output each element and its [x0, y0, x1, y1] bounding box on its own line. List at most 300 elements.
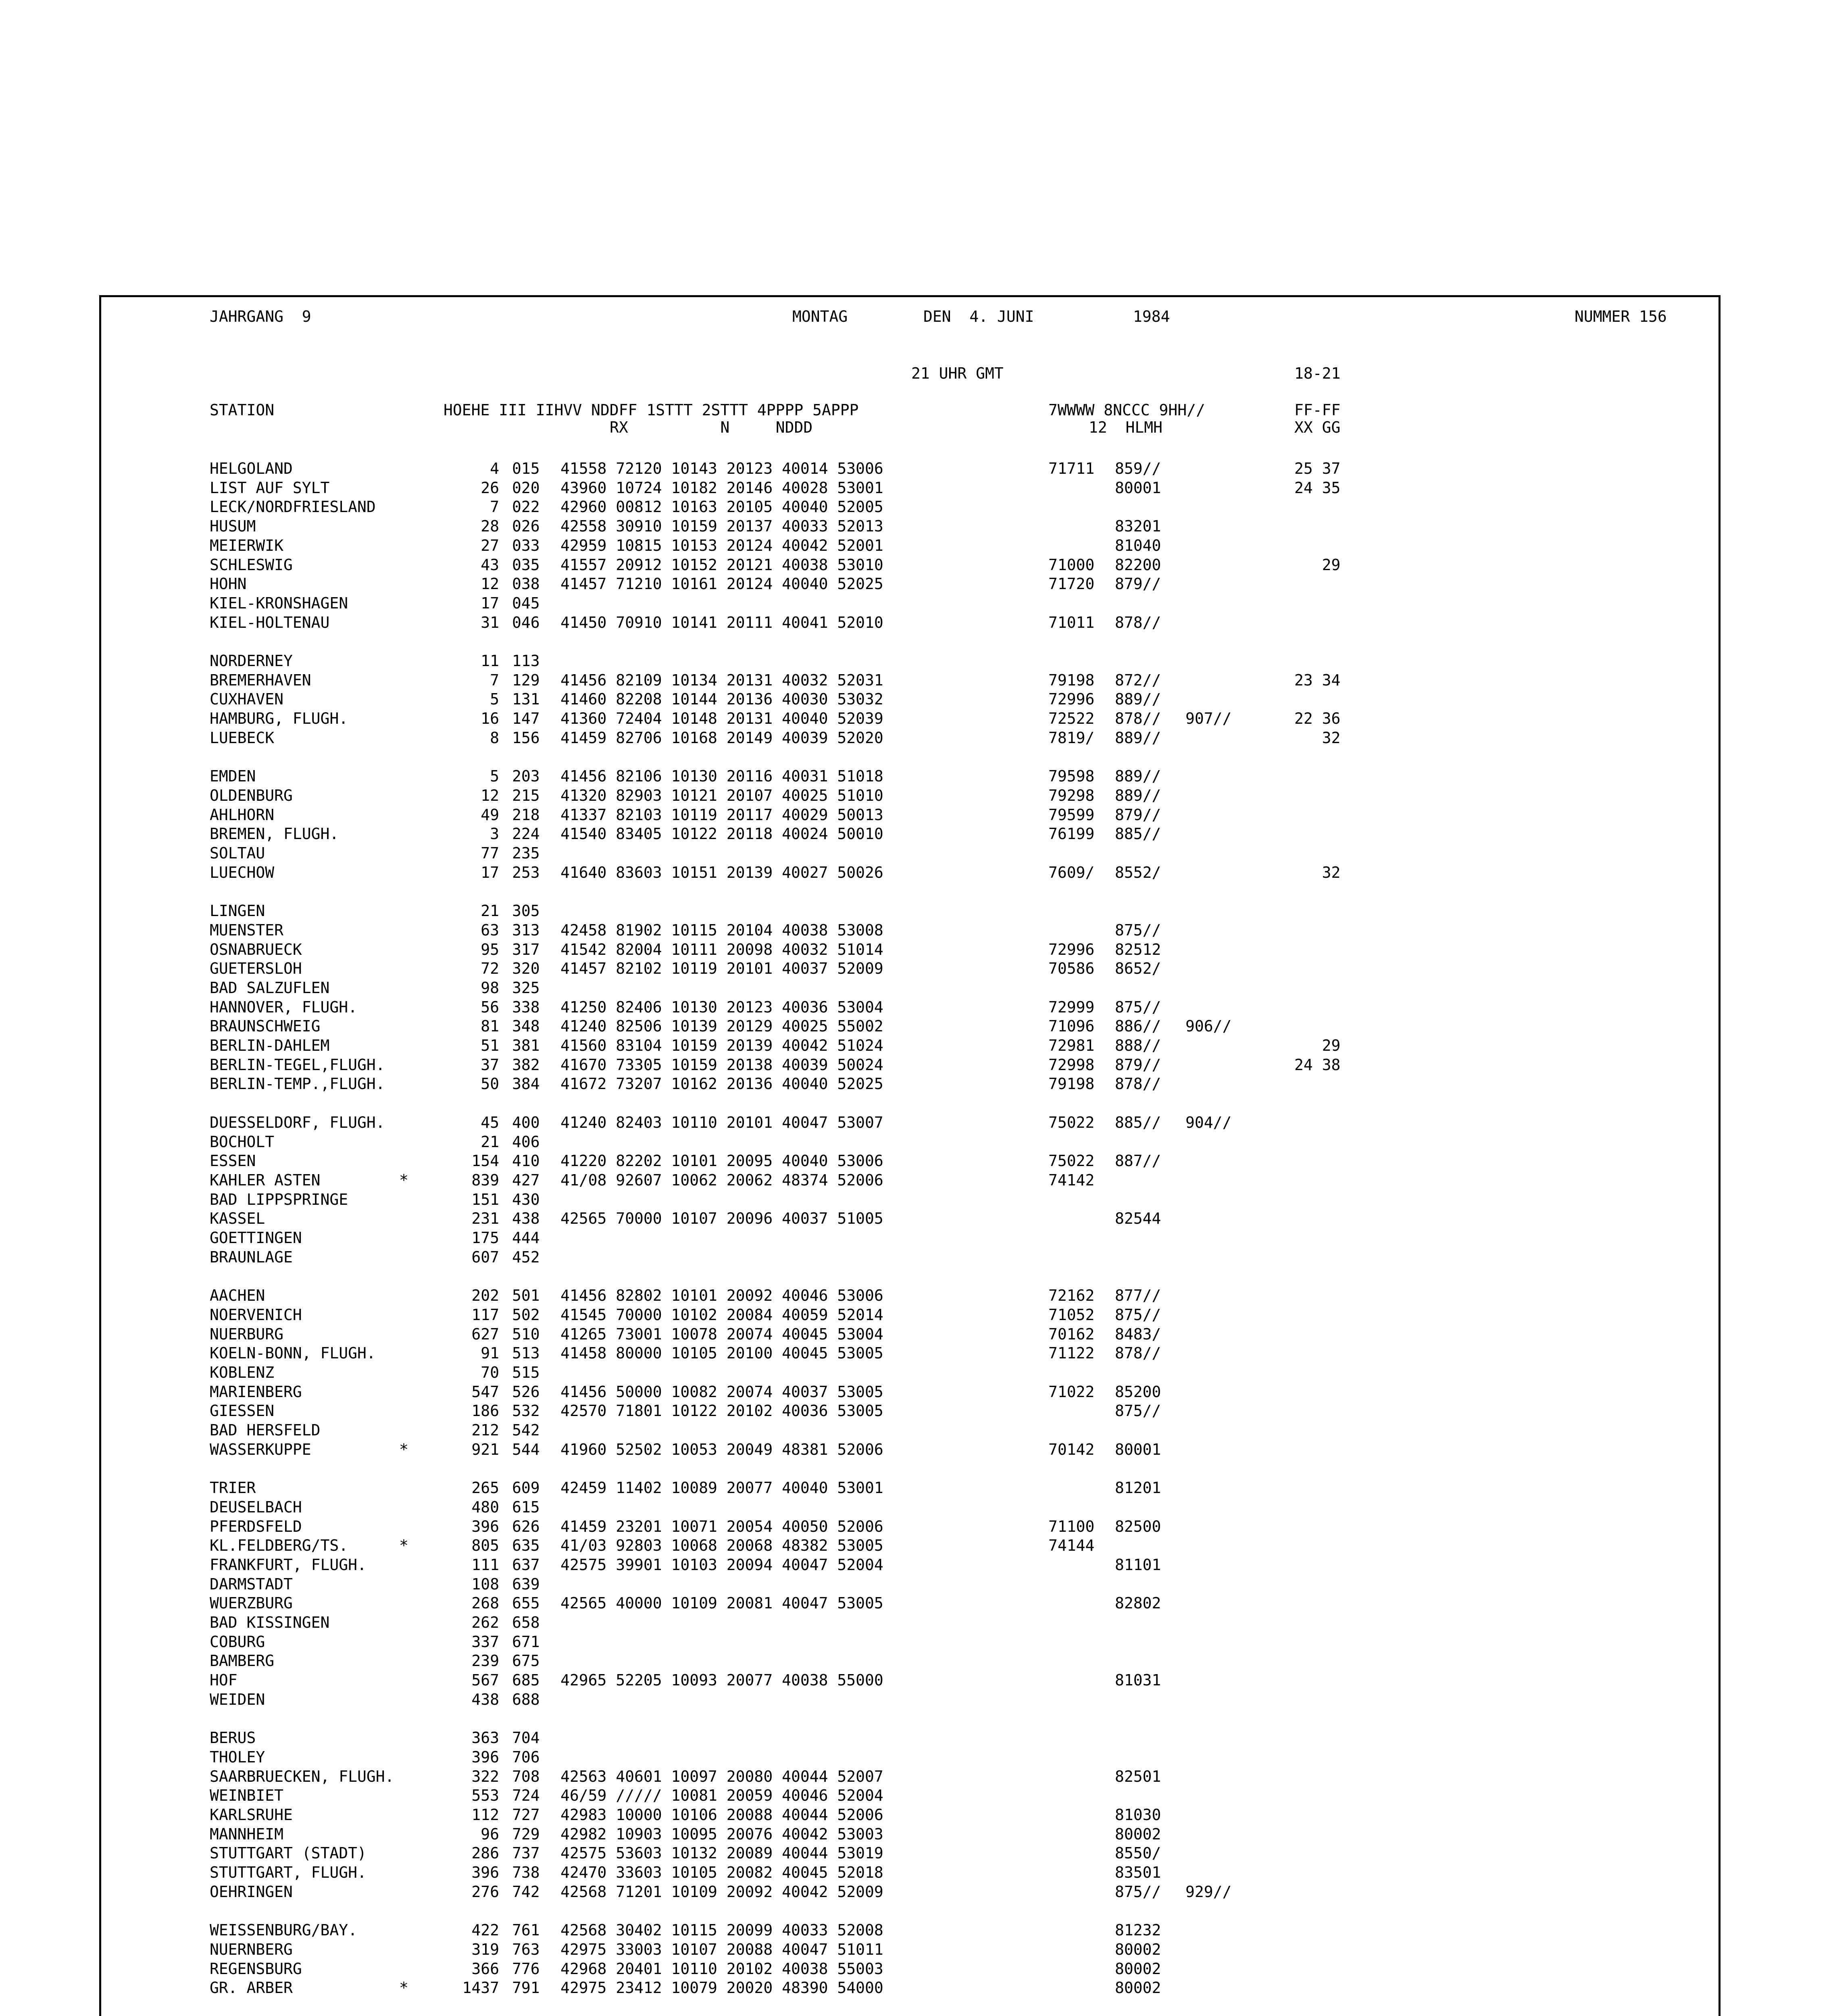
- wind-group: 29: [1294, 1037, 1341, 1054]
- synop-groups: 42960 00812 10163 20105 40040 52005: [560, 498, 883, 516]
- station-name: HELGOLAND: [210, 460, 293, 477]
- station-hoehe: 112: [471, 1806, 499, 1824]
- station-name: PFERDSFELD: [210, 1518, 302, 1535]
- station-name: KASSEL: [210, 1210, 265, 1227]
- station-id: 033: [512, 537, 540, 554]
- cloud-height-group: 907//: [1185, 710, 1232, 727]
- station-id: 501: [512, 1287, 540, 1304]
- cloud-group: 878//: [1115, 710, 1161, 727]
- station-hoehe: 921: [471, 1441, 499, 1458]
- station-name: KARLSRUHE: [210, 1806, 293, 1824]
- station-hoehe: 202: [471, 1287, 499, 1304]
- station-id: 727: [512, 1806, 540, 1824]
- weather-group: 71122: [1048, 1344, 1095, 1362]
- station-name: OLDENBURG: [210, 787, 293, 804]
- cloud-group: 8483/: [1115, 1325, 1161, 1343]
- synop-groups: 41360 72404 10148 20131 40040 52039: [560, 710, 883, 727]
- station-hoehe: 3: [490, 825, 499, 843]
- station-id: 704: [512, 1729, 540, 1747]
- station-hoehe: 5: [490, 690, 499, 708]
- station-id: 045: [512, 594, 540, 612]
- cloud-group: 81101: [1115, 1556, 1161, 1574]
- cloud-group: 878//: [1115, 614, 1161, 631]
- cloud-group: 81232: [1115, 1921, 1161, 1939]
- station-name: WEISSENBURG/BAY.: [210, 1921, 358, 1939]
- station-id: 035: [512, 556, 540, 574]
- cloud-group: 859//: [1115, 460, 1161, 477]
- station-hoehe: 363: [471, 1729, 499, 1747]
- synop-groups: 41640 83603 10151 20139 40027 50026: [560, 864, 883, 881]
- synop-groups: 42959 10815 10153 20124 40042 52001: [560, 537, 883, 554]
- station-id: 742: [512, 1883, 540, 1901]
- wind-group: 25 37: [1294, 460, 1341, 477]
- weather-group: 71096: [1048, 1017, 1095, 1035]
- weather-group: 79198: [1048, 671, 1095, 689]
- station-name: GR. ARBER: [210, 1979, 293, 1997]
- synop-groups: 41/03 92803 10068 20068 48382 53005: [560, 1537, 883, 1554]
- station-hoehe: 627: [471, 1325, 499, 1343]
- synop-groups: 42982 10903 10095 20076 40042 53003: [560, 1825, 883, 1843]
- cloud-group: 887//: [1115, 1152, 1161, 1170]
- cloud-group: 886//: [1115, 1017, 1161, 1035]
- synop-groups: 41458 80000 10105 20100 40045 53005: [560, 1344, 883, 1362]
- station-name: GOETTINGEN: [210, 1229, 302, 1247]
- station-name: HUSUM: [210, 517, 256, 535]
- station-id: 348: [512, 1017, 540, 1035]
- station-name: SAARBRUECKEN, FLUGH.: [210, 1768, 394, 1785]
- station-name: BAMBERG: [210, 1652, 275, 1670]
- station-id: 513: [512, 1344, 540, 1362]
- cloud-group: 80001: [1115, 1441, 1161, 1458]
- cloud-group: 877//: [1115, 1287, 1161, 1304]
- station-id: 430: [512, 1191, 540, 1208]
- cloud-group: 875//: [1115, 998, 1161, 1016]
- station-hoehe: 805: [471, 1537, 499, 1554]
- station-hoehe: 31: [481, 614, 499, 631]
- synop-groups: 41456 82802 10101 20092 40046 53006: [560, 1287, 883, 1304]
- synop-groups: 41460 82208 10144 20136 40030 53032: [560, 690, 883, 708]
- cloud-group: 875//: [1115, 921, 1161, 939]
- weather-group: 71711: [1048, 460, 1095, 477]
- synop-groups: 42558 30910 10159 20137 40033 52013: [560, 517, 883, 535]
- cloud-group: 81201: [1115, 1479, 1161, 1497]
- cloud-group: 878//: [1115, 1344, 1161, 1362]
- weather-group: 79198: [1048, 1075, 1095, 1093]
- station-id: 384: [512, 1075, 540, 1093]
- synop-groups: 42965 52205 10093 20077 40038 55000: [560, 1671, 883, 1689]
- station-id: 526: [512, 1383, 540, 1401]
- synop-groups: 41459 23201 10071 20054 40050 52006: [560, 1518, 883, 1535]
- station-hoehe: 117: [471, 1306, 499, 1324]
- station-id: 724: [512, 1787, 540, 1804]
- weather-group: 7609/: [1048, 864, 1095, 881]
- weather-group: 71100: [1048, 1518, 1095, 1535]
- station-id: 015: [512, 460, 540, 477]
- station-hoehe: 81: [481, 1017, 499, 1035]
- synop-groups: 41337 82103 10119 20117 40029 50013: [560, 806, 883, 824]
- station-id: 410: [512, 1152, 540, 1170]
- station-hoehe: 7: [490, 671, 499, 689]
- station-name: LUEBECK: [210, 729, 275, 747]
- synop-groups: 41457 82102 10119 20101 40037 52009: [560, 960, 883, 977]
- weather-group: 70586: [1048, 960, 1095, 977]
- station-hoehe: 8: [490, 729, 499, 747]
- synop-groups: 42968 20401 10110 20102 40038 55003: [560, 1960, 883, 1978]
- station-id: 215: [512, 787, 540, 804]
- station-id: 729: [512, 1825, 540, 1843]
- weather-group: 70142: [1048, 1441, 1095, 1458]
- station-id: 131: [512, 690, 540, 708]
- station-id: 444: [512, 1229, 540, 1247]
- station-name: THOLEY: [210, 1748, 265, 1766]
- synop-groups: 41220 82202 10101 20095 40040 53006: [560, 1152, 883, 1170]
- synop-groups: 42470 33603 10105 20082 40045 52018: [560, 1864, 883, 1881]
- station-id: 761: [512, 1921, 540, 1939]
- weather-group: 72522: [1048, 710, 1095, 727]
- synop-groups: 41540 83405 10122 20118 40024 50010: [560, 825, 883, 843]
- weekday-label: MONTAG: [792, 308, 848, 325]
- station-name: BERLIN-TEGEL,FLUGH.: [210, 1056, 385, 1074]
- cloud-group: 872//: [1115, 671, 1161, 689]
- station-hoehe: 1437: [462, 1979, 499, 1997]
- cloud-height-group: 929//: [1185, 1883, 1232, 1901]
- station-id: 532: [512, 1402, 540, 1420]
- cloud-height-group: 904//: [1185, 1114, 1232, 1131]
- station-name: HOHN: [210, 575, 247, 593]
- station-hoehe: 17: [481, 594, 499, 612]
- station-id: 381: [512, 1037, 540, 1054]
- synop-groups: 41456 82109 10134 20131 40032 52031: [560, 671, 883, 689]
- station-name: BAD HERSFELD: [210, 1421, 321, 1439]
- weather-group: 79598: [1048, 767, 1095, 785]
- issue-number: NUMMER 156: [1575, 308, 1667, 325]
- weather-group: 72981: [1048, 1037, 1095, 1054]
- year-label: 1984: [1133, 308, 1170, 325]
- cloud-group: 85200: [1115, 1383, 1161, 1401]
- cloud-group: 81031: [1115, 1671, 1161, 1689]
- station-id: 502: [512, 1306, 540, 1324]
- station-id: 020: [512, 479, 540, 497]
- station-id: 113: [512, 652, 540, 670]
- station-hoehe: 77: [481, 844, 499, 862]
- station-hoehe: 186: [471, 1402, 499, 1420]
- station-id: 706: [512, 1748, 540, 1766]
- synop-groups: 41558 72120 10143 20123 40014 53006: [560, 460, 883, 477]
- weather-group: 71720: [1048, 575, 1095, 593]
- station-name: NUERBURG: [210, 1325, 284, 1343]
- station-id: 400: [512, 1114, 540, 1131]
- column-header-station: STATION: [210, 401, 275, 419]
- station-id: 038: [512, 575, 540, 593]
- station-hoehe: 45: [481, 1114, 499, 1131]
- synop-groups: 41459 82706 10168 20149 40039 52020: [560, 729, 883, 747]
- station-name: TRIER: [210, 1479, 256, 1497]
- station-name: BOCHOLT: [210, 1133, 275, 1151]
- column-header-weather: 7WWWW 8NCCC 9HH//: [1048, 401, 1205, 419]
- table-frame: [99, 295, 1721, 2016]
- station-name: SCHLESWIG: [210, 556, 293, 574]
- station-id: 515: [512, 1364, 540, 1381]
- station-name: HANNOVER, FLUGH.: [210, 998, 358, 1016]
- station-hoehe: 212: [471, 1421, 499, 1439]
- station-hoehe: 111: [471, 1556, 499, 1574]
- station-hoehe: 26: [481, 479, 499, 497]
- mountain-mark: *: [399, 1441, 408, 1458]
- synop-groups: 42568 30402 10115 20099 40033 52008: [560, 1921, 883, 1939]
- station-id: 438: [512, 1210, 540, 1227]
- station-id: 427: [512, 1171, 540, 1189]
- station-hoehe: 396: [471, 1864, 499, 1881]
- station-name: BAD KISSINGEN: [210, 1614, 330, 1631]
- station-id: 218: [512, 806, 540, 824]
- station-hoehe: 51: [481, 1037, 499, 1054]
- station-hoehe: 366: [471, 1960, 499, 1978]
- station-name: REGENSBURG: [210, 1960, 302, 1978]
- station-name: STUTTGART (STADT): [210, 1844, 367, 1862]
- weather-group: 72162: [1048, 1287, 1095, 1304]
- synop-groups: 42575 39901 10103 20094 40047 52004: [560, 1556, 883, 1574]
- station-id: 325: [512, 979, 540, 997]
- mountain-mark: *: [399, 1537, 408, 1554]
- synop-groups: 42565 40000 10109 20081 40047 53005: [560, 1594, 883, 1612]
- station-id: 738: [512, 1864, 540, 1881]
- synop-groups: 42459 11402 10089 20077 40040 53001: [560, 1479, 883, 1497]
- synop-groups: 41240 82506 10139 20129 40025 55002: [560, 1017, 883, 1035]
- station-id: 156: [512, 729, 540, 747]
- station-name: SOLTAU: [210, 844, 265, 862]
- station-hoehe: 63: [481, 921, 499, 939]
- station-id: 542: [512, 1421, 540, 1439]
- station-name: LIST AUF SYLT: [210, 479, 330, 497]
- station-hoehe: 422: [471, 1921, 499, 1939]
- station-hoehe: 4: [490, 460, 499, 477]
- station-id: 313: [512, 921, 540, 939]
- wind-group: 32: [1294, 729, 1341, 747]
- station-name: NUERNBERG: [210, 1941, 293, 1958]
- column-header-main: HOEHE III IIHVV NDDFF 1STTT 2STTT 4PPPP 5APPP: [444, 401, 859, 419]
- station-hoehe: 319: [471, 1941, 499, 1958]
- synop-groups: 41450 70910 10141 20111 40041 52010: [560, 614, 883, 631]
- cloud-group: 80001: [1115, 479, 1161, 497]
- station-hoehe: 16: [481, 710, 499, 727]
- weather-group: 70162: [1048, 1325, 1095, 1343]
- cloud-group: 80002: [1115, 1960, 1161, 1978]
- cloud-group: 82500: [1115, 1518, 1161, 1535]
- synop-groups: 41672 73207 10162 20136 40040 52025: [560, 1075, 883, 1093]
- synop-groups: 41/08 92607 10062 20062 48374 52006: [560, 1171, 883, 1189]
- station-id: 763: [512, 1941, 540, 1958]
- cloud-height-group: 906//: [1185, 1017, 1232, 1035]
- mountain-mark: *: [399, 1979, 408, 1997]
- station-hoehe: 91: [481, 1344, 499, 1362]
- synop-groups: 41457 71210 10161 20124 40040 52025: [560, 575, 883, 593]
- synop-groups: 41560 83104 10159 20139 40042 51024: [560, 1037, 883, 1054]
- cloud-group: 83201: [1115, 517, 1161, 535]
- station-name: MANNHEIM: [210, 1825, 284, 1843]
- weather-group: 72998: [1048, 1056, 1095, 1074]
- station-name: LECK/NORDFRIESLAND: [210, 498, 376, 516]
- synop-groups: 42983 10000 10106 20088 40044 52006: [560, 1806, 883, 1824]
- cloud-group: 81030: [1115, 1806, 1161, 1824]
- station-name: ESSEN: [210, 1152, 256, 1170]
- station-name: GUETERSLOH: [210, 960, 302, 977]
- station-name: NORDERNEY: [210, 652, 293, 670]
- station-name: WUERZBURG: [210, 1594, 293, 1612]
- station-name: LINGEN: [210, 902, 265, 920]
- station-id: 635: [512, 1537, 540, 1554]
- station-name: HOF: [210, 1671, 237, 1689]
- station-name: KAHLER ASTEN: [210, 1171, 321, 1189]
- station-id: 626: [512, 1518, 540, 1535]
- weather-group: 72996: [1048, 941, 1095, 958]
- station-name: KOELN-BONN, FLUGH.: [210, 1344, 376, 1362]
- station-id: 317: [512, 941, 540, 958]
- cloud-group: 889//: [1115, 690, 1161, 708]
- station-name: DUESSELDORF, FLUGH.: [210, 1114, 385, 1131]
- station-name: NOERVENICH: [210, 1306, 302, 1324]
- cloud-group: 83501: [1115, 1864, 1161, 1881]
- station-name: KL.FELDBERG/TS.: [210, 1537, 348, 1554]
- station-id: 406: [512, 1133, 540, 1151]
- synop-groups: 42975 23412 10079 20020 48390 54000: [560, 1979, 883, 1997]
- station-hoehe: 175: [471, 1229, 499, 1247]
- cloud-group: 81040: [1115, 537, 1161, 554]
- cloud-group: 879//: [1115, 806, 1161, 824]
- cloud-group: 885//: [1115, 1114, 1161, 1131]
- station-hoehe: 547: [471, 1383, 499, 1401]
- station-name: COBURG: [210, 1633, 265, 1651]
- synop-groups: 41456 82106 10130 20116 40031 51018: [560, 767, 883, 785]
- cloud-group: 82501: [1115, 1768, 1161, 1785]
- station-name: WEIDEN: [210, 1691, 265, 1708]
- synop-groups: 41545 70000 10102 20084 40059 52014: [560, 1306, 883, 1324]
- station-id: 338: [512, 998, 540, 1016]
- station-hoehe: 322: [471, 1768, 499, 1785]
- station-name: MEIERWIK: [210, 537, 284, 554]
- station-hoehe: 607: [471, 1248, 499, 1266]
- station-name: AHLHORN: [210, 806, 275, 824]
- station-hoehe: 396: [471, 1748, 499, 1766]
- weather-group: 79599: [1048, 806, 1095, 824]
- synop-groups: 42575 53603 10132 20089 40044 53019: [560, 1844, 883, 1862]
- weather-group: 72999: [1048, 998, 1095, 1016]
- station-name: LUECHOW: [210, 864, 275, 881]
- station-hoehe: 72: [481, 960, 499, 977]
- station-name: BAD LIPPSPRINGE: [210, 1191, 348, 1208]
- station-id: 510: [512, 1325, 540, 1343]
- station-name: AACHEN: [210, 1287, 265, 1304]
- weather-group: 76199: [1048, 825, 1095, 843]
- station-name: DARMSTADT: [210, 1575, 293, 1593]
- station-hoehe: 265: [471, 1479, 499, 1497]
- station-hoehe: 151: [471, 1191, 499, 1208]
- station-hoehe: 12: [481, 575, 499, 593]
- station-hoehe: 11: [481, 652, 499, 670]
- station-hoehe: 268: [471, 1594, 499, 1612]
- jahrgang-label: JAHRGANG 9: [210, 308, 311, 325]
- cloud-group: 8550/: [1115, 1844, 1161, 1862]
- station-id: 637: [512, 1556, 540, 1574]
- synop-groups: 43960 10724 10182 20146 40028 53001: [560, 479, 883, 497]
- column-header-wind-sub: XX GG: [1294, 419, 1341, 436]
- station-hoehe: 154: [471, 1152, 499, 1170]
- column-header-main-sub: RX N NDDD: [610, 419, 813, 436]
- weather-group: 71000: [1048, 556, 1095, 574]
- column-header-wind: FF-FF: [1294, 401, 1341, 419]
- mountain-mark: *: [399, 1171, 408, 1189]
- cloud-group: 888//: [1115, 1037, 1161, 1054]
- cloud-group: 8652/: [1115, 960, 1161, 977]
- cloud-group: 80002: [1115, 1825, 1161, 1843]
- station-id: 639: [512, 1575, 540, 1593]
- weather-group: 74144: [1048, 1537, 1095, 1554]
- station-hoehe: 50: [481, 1075, 499, 1093]
- cloud-group: 889//: [1115, 787, 1161, 804]
- station-name: OEHRINGEN: [210, 1883, 293, 1901]
- station-name: KIEL-KRONSHAGEN: [210, 594, 348, 612]
- station-id: 253: [512, 864, 540, 881]
- station-name: MARIENBERG: [210, 1383, 302, 1401]
- station-name: BREMERHAVEN: [210, 671, 311, 689]
- cloud-group: 82512: [1115, 941, 1161, 958]
- report-time: 21 UHR GMT: [911, 364, 1004, 382]
- column-header-weather-sub: 12 HLMH: [1089, 419, 1163, 436]
- station-name: HAMBURG, FLUGH.: [210, 710, 348, 727]
- station-id: 544: [512, 1441, 540, 1458]
- station-hoehe: 262: [471, 1614, 499, 1631]
- station-hoehe: 95: [481, 941, 499, 958]
- station-id: 791: [512, 1979, 540, 1997]
- station-id: 671: [512, 1633, 540, 1651]
- station-hoehe: 108: [471, 1575, 499, 1593]
- synop-groups: 41320 82903 10121 20107 40025 51010: [560, 787, 883, 804]
- station-id: 737: [512, 1844, 540, 1862]
- station-name: BERLIN-DAHLEM: [210, 1037, 330, 1054]
- cloud-group: 878//: [1115, 1075, 1161, 1093]
- station-hoehe: 17: [481, 864, 499, 881]
- station-hoehe: 231: [471, 1210, 499, 1227]
- station-name: FRANKFURT, FLUGH.: [210, 1556, 367, 1574]
- station-name: WASSERKUPPE: [210, 1441, 311, 1458]
- station-id: 708: [512, 1768, 540, 1785]
- synop-groups: 41456 50000 10082 20074 40037 53005: [560, 1383, 883, 1401]
- wind-group: 23 34: [1294, 671, 1341, 689]
- station-name: DEUSELBACH: [210, 1498, 302, 1516]
- synop-groups: 41542 82004 10111 20098 40032 51014: [560, 941, 883, 958]
- station-hoehe: 567: [471, 1671, 499, 1689]
- cloud-group: 8552/: [1115, 864, 1161, 881]
- station-id: 452: [512, 1248, 540, 1266]
- station-hoehe: 28: [481, 517, 499, 535]
- station-name: BERLIN-TEMP.,FLUGH.: [210, 1075, 385, 1093]
- cloud-group: 80002: [1115, 1979, 1161, 1997]
- weather-group: 79298: [1048, 787, 1095, 804]
- wind-group: 24 35: [1294, 479, 1341, 497]
- station-id: 129: [512, 671, 540, 689]
- weather-group: 71022: [1048, 1383, 1095, 1401]
- station-hoehe: 276: [471, 1883, 499, 1901]
- wind-group: 32: [1294, 864, 1341, 881]
- station-hoehe: 286: [471, 1844, 499, 1862]
- station-name: CUXHAVEN: [210, 690, 284, 708]
- cloud-group: 875//: [1115, 1883, 1161, 1901]
- station-id: 203: [512, 767, 540, 785]
- station-name: MUENSTER: [210, 921, 284, 939]
- station-id: 685: [512, 1671, 540, 1689]
- station-hoehe: 37: [481, 1056, 499, 1074]
- weather-group: 7819/: [1048, 729, 1095, 747]
- station-hoehe: 12: [481, 787, 499, 804]
